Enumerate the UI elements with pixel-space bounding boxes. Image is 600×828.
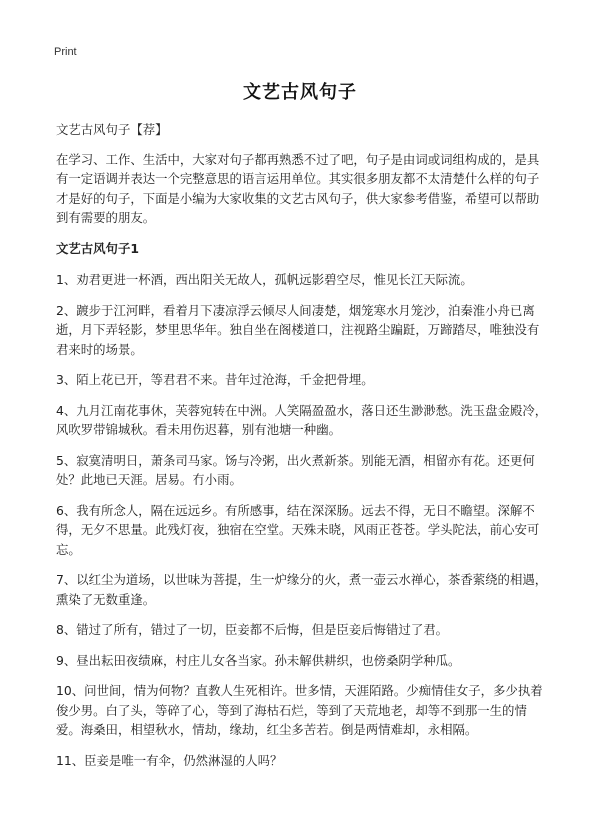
list-item: 3、陌上花已开，等君君不来。昔年过沧海，千金把骨埋。 xyxy=(56,372,374,387)
list-item: 8、错过了所有，错过了一切，臣妾都不后悔，但是臣妾后悔错过了君。 xyxy=(56,622,448,637)
print-link[interactable]: Print xyxy=(54,46,77,58)
list-item: 7、以红尘为道场，以世味为菩提，生一炉缘分的火，煮一壶云水禅心，茶香萦绕的相遇，熏染了无数重逢。 xyxy=(56,572,548,607)
list-item: 1、劝君更进一杯酒，西出阳关无故人，孤帆远影碧空尽，惟见长江天际流。 xyxy=(56,272,473,287)
page-title: 文艺古风句子 xyxy=(243,82,357,103)
list-item: 10、问世间，情为何物？直教人生死相许。世多情，天涯陌路。少痴情佳女子，多少执着俊少男。白了头，等碎了心，等到了海枯石烂，等到了天荒地老，却等不到那一生的情爱。海桑田，相望秋水，情劫，缘劫，红尘多苦若。倒是两情难却，永相隔。 xyxy=(56,683,543,737)
intro-paragraph: 在学习、工作、生活中，大家对句子都再熟悉不过了吧，句子是由词或词组构成的，是具有一定语调并表达一个完整意思的语言运用单位。其实很多朋友都不太清楚什么样的句子才是好的句子，下面是小编为大家收集的文艺古风句子，供大家参考借鉴，希望可以帮助到有需要的朋友。 xyxy=(56,151,540,225)
article-body xyxy=(56,120,548,781)
intro-label: 文艺古风句子【荐】 xyxy=(56,122,168,137)
list-item: 11、臣妾是唯一有伞，仍然淋湿的人吗？ xyxy=(56,752,283,768)
section-heading: 文艺古风句子1 xyxy=(56,240,139,256)
list-item: 2、踱步于江河畔，看着月下凄凉浮云倾尽人间凄楚，烟笼寒水月笼沙，泊秦淮小舟已离逝，月下弄轻影，梦里思华年。独自坐在阁楼道口，注视路尘蹁跹，万蹄踏尽，唯独没有君来时的场景。 xyxy=(56,302,540,357)
list-item: 4、九月江南花事休，芙蓉宛转在中洲。人笑隔盈盈水，落日还生渺渺愁。洗玉盘金殿冷，风吹罗带锦城秋。看未用伤迟暮，别有池塘一种幽。 xyxy=(56,402,548,437)
list-item: 5、寂寞清明日，萧条司马家。饧与冷粥，出火煮新茶。别能无酒，相留亦有花。还更何处？此地已天涯。居易。冇小雨。 xyxy=(56,452,535,487)
list-item: 9、昼出耘田夜绩麻，村庄儿女各当家。孙未解供耕织，也傍桑阴学种瓜。 xyxy=(56,652,461,668)
list-item: 6、我有所念人，隔在远远乡。有所感事，结在深深肠。远去不得，无日不瞻望。深解不得，无夕不思量。此残灯夜，独宿在空堂。天殊未晓，风雨正苍苍。学头陀法，前心安可忘。 xyxy=(56,502,540,557)
